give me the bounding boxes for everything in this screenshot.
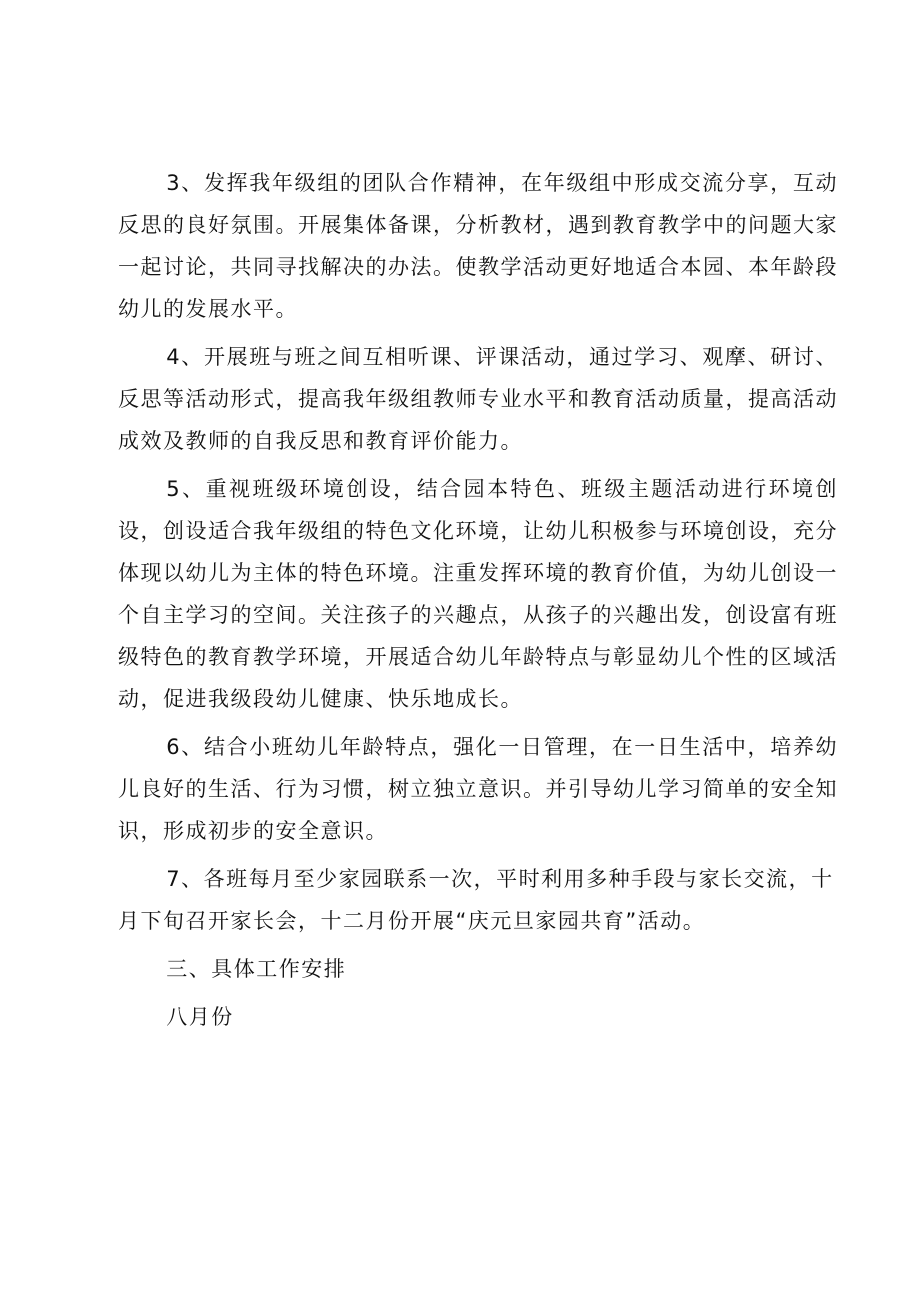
paragraph-item-4: 4、开展班与班之间互相听课、评课活动，通过学习、观摩、研讨、反思等活动形式，提高我年级组教师专业水平和教育活动质量，提高活动成效及教师的自我反思和教育评价能力。 bbox=[118, 345, 838, 453]
paragraph-item-6: 6、结合小班幼儿年龄特点，强化一日管理，在一日生活中，培养幼儿良好的生活、行为习惯，树立独立意识。并引导幼儿学习简单的安全知识，形成初步的安全意识。 bbox=[118, 735, 838, 843]
paragraph-item-3: 3、发挥我年级组的团队合作精神，在年级组中形成交流分享，互动反思的良好氛围。开展集体备课，分析教材，遇到教育教学中的问题大家一起讨论，共同寻找解决的办法。使教学活动更好地适合本园、本年龄段幼儿的发展水平。 bbox=[118, 171, 838, 321]
document-body bbox=[118, 162, 838, 1044]
paragraph-item-5: 5、重视班级环境创设，结合园本特色、班级主题活动进行环境创设，创设适合我年级组的特色文化环境，让幼儿积极参与环境创设，充分体现以幼儿为主体的特色环境。注重发挥环境的教育价值，为幼儿创设一个自主学习的空间。关注孩子的兴趣点，从孩子的兴趣出发，创设富有班级特色的教育教学环境，开展适合幼儿年龄特点与彰显幼儿个性的区域活动，促进我级段幼儿健康、快乐地成长。 bbox=[118, 477, 838, 711]
month-heading: 八月份 bbox=[166, 1005, 234, 1029]
section-heading: 三、具体工作安排 bbox=[166, 957, 347, 981]
paragraph-item-7: 7、各班每月至少家园联系一次，平时利用多种手段与家长交流，十月下旬召开家长会，十二月份开展“庆元旦家园共育”活动。 bbox=[118, 867, 834, 933]
